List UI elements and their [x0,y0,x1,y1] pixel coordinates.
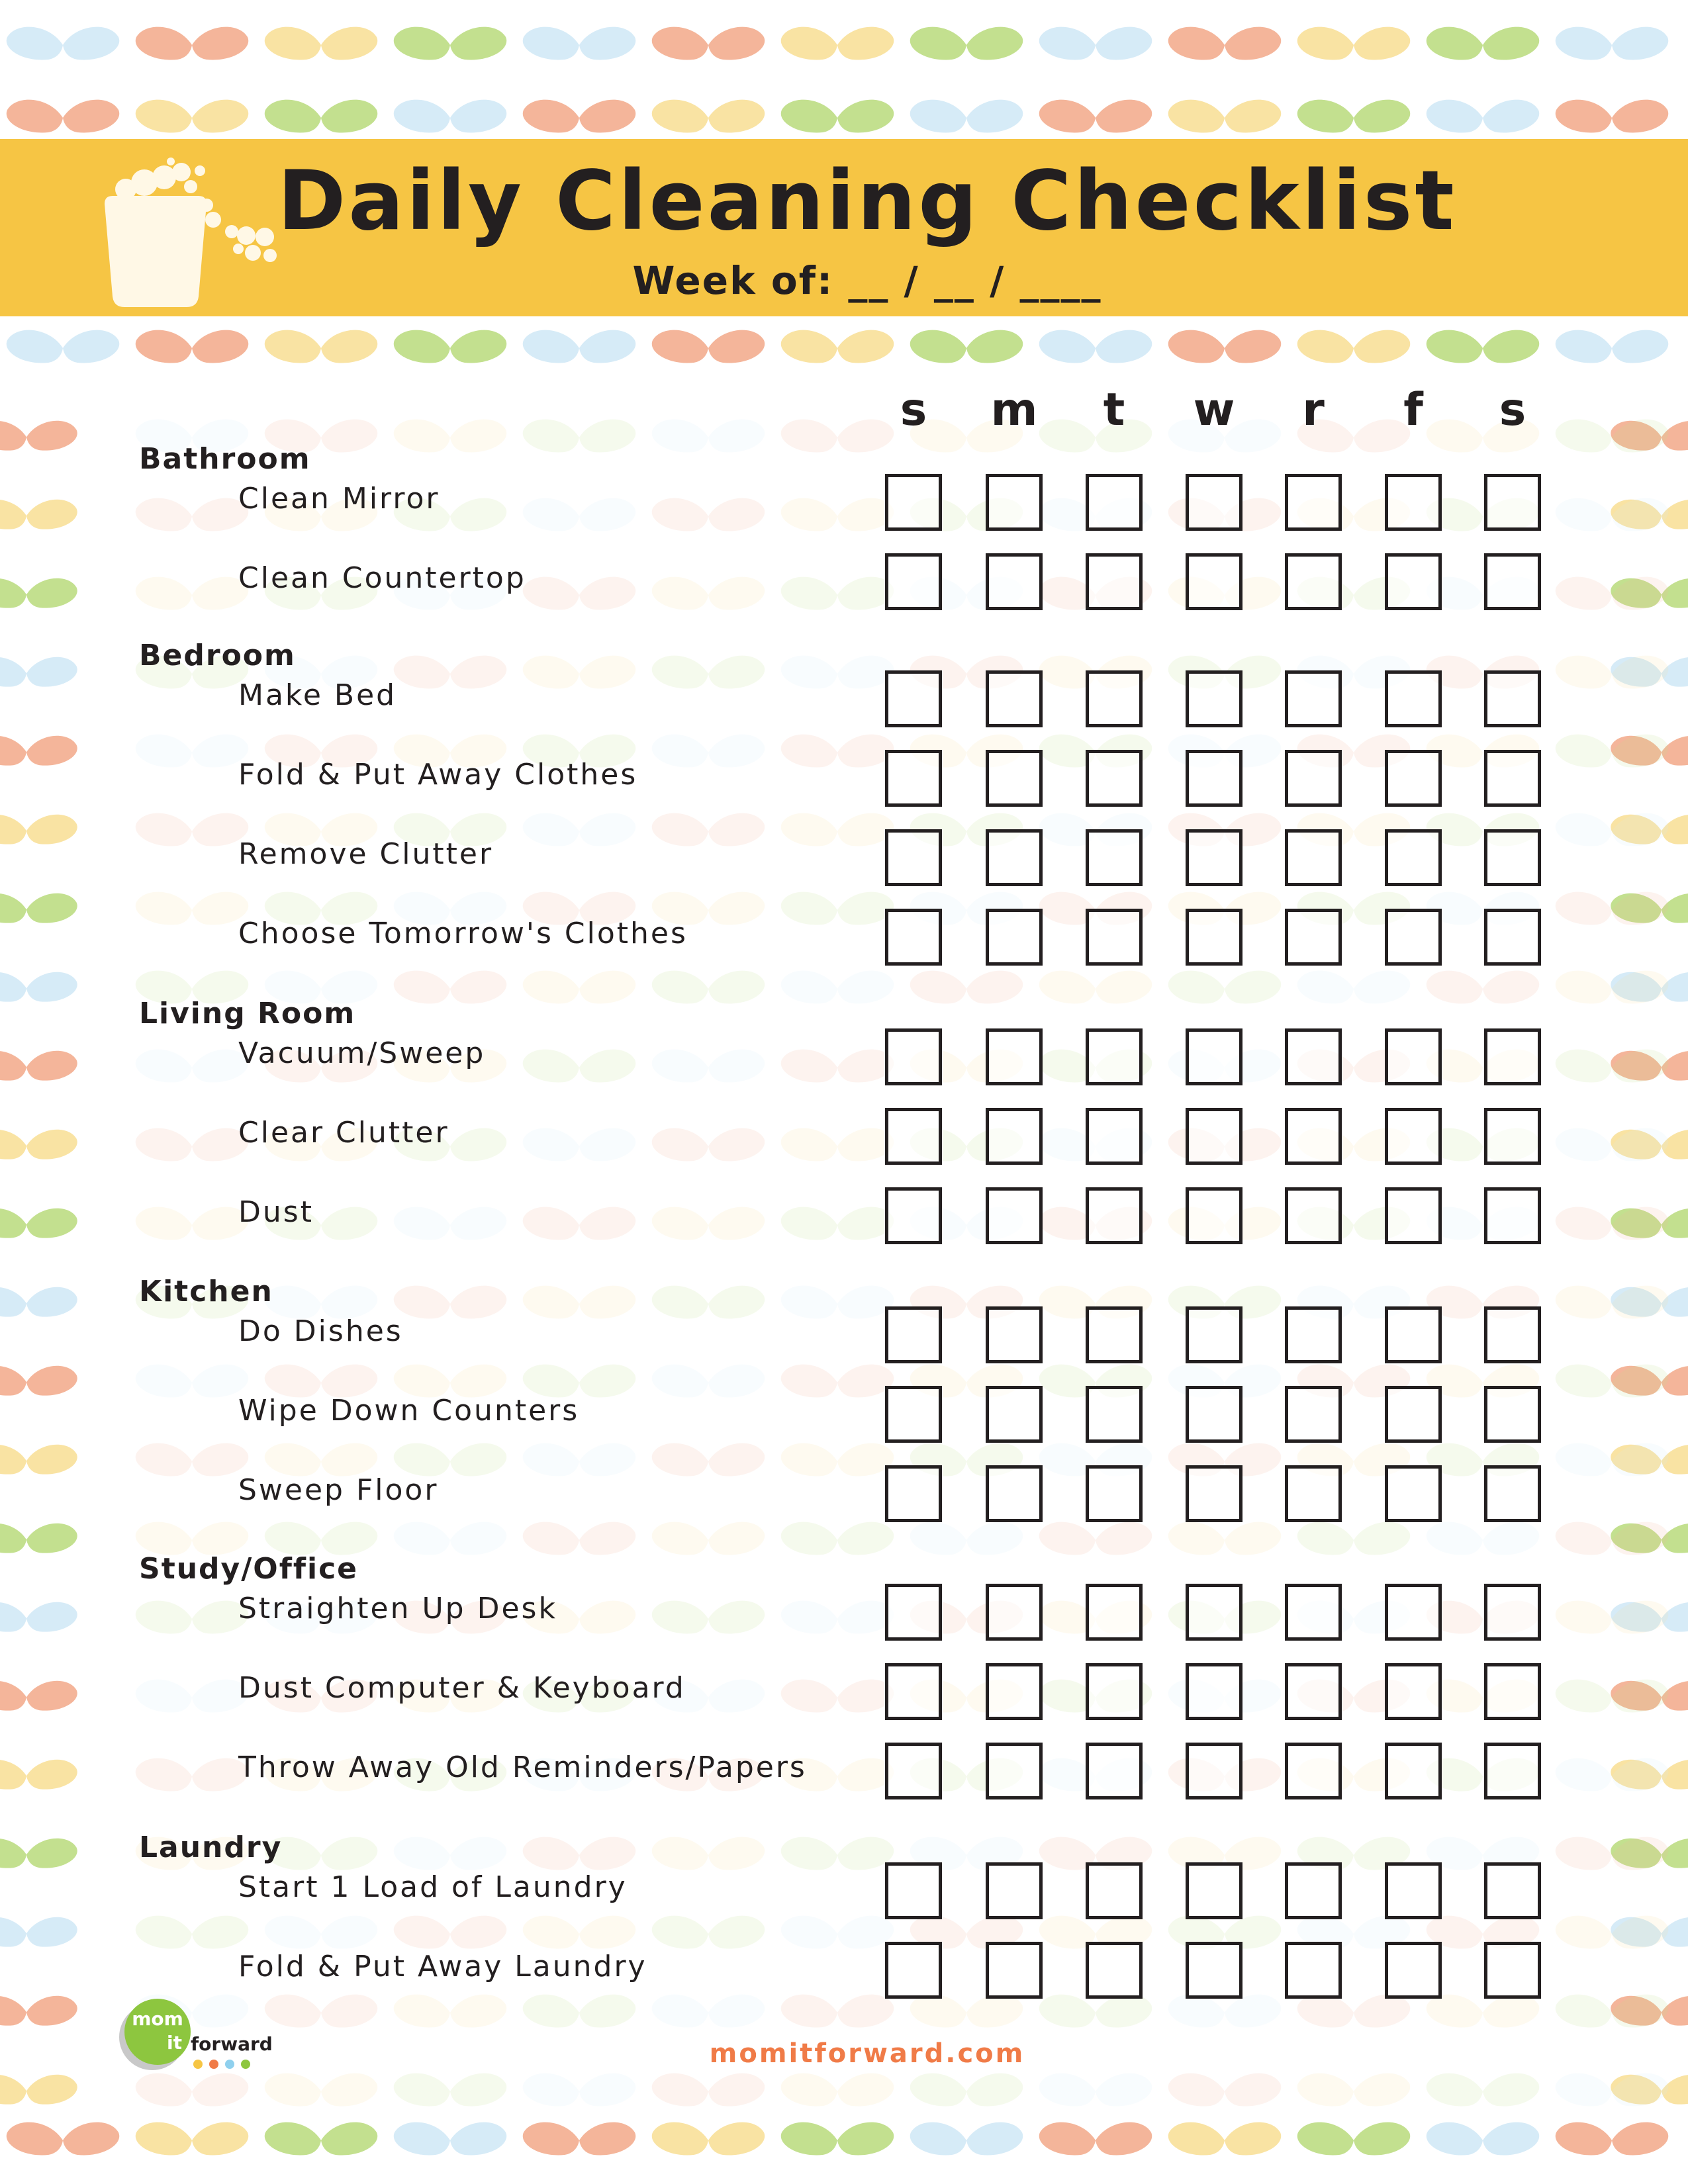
checkbox[interactable] [1186,750,1243,807]
checkbox[interactable] [1086,1187,1143,1244]
checkbox[interactable] [1186,1386,1243,1443]
checkbox[interactable] [986,670,1043,727]
task-label: Straighten Up Desk [238,1592,557,1625]
checkbox[interactable] [1186,1743,1243,1799]
checkbox[interactable] [1086,670,1143,727]
checkbox[interactable] [1385,750,1442,807]
checkbox[interactable] [885,1187,942,1244]
task-label: Sweep Floor [238,1473,439,1507]
checkbox[interactable] [1484,1028,1541,1085]
checkbox[interactable] [1285,1743,1342,1799]
checkbox[interactable] [885,670,942,727]
checkbox[interactable] [1186,1862,1243,1919]
task-label: Clean Countertop [238,561,526,595]
checkbox[interactable] [1285,1862,1342,1919]
day-header: f [1403,384,1423,436]
section-heading: Living Room [139,997,356,1030]
section-heading: Study/Office [139,1552,358,1586]
checkbox[interactable] [1086,1465,1143,1522]
checkbox[interactable] [1086,1862,1143,1919]
checkbox[interactable] [1285,474,1342,531]
checkbox[interactable] [885,1386,942,1443]
task-label: Clean Mirror [238,482,440,516]
checkbox[interactable] [885,829,942,886]
checkbox[interactable] [1385,909,1442,966]
checkbox[interactable] [1385,474,1442,531]
checkbox[interactable] [1086,909,1143,966]
section-heading: Bathroom [139,442,311,476]
checkbox[interactable] [885,1862,942,1919]
checkbox[interactable] [1484,1306,1541,1363]
checkbox[interactable] [1385,670,1442,727]
checkbox[interactable] [986,1584,1043,1641]
checkbox[interactable] [1186,1465,1243,1522]
checkbox[interactable] [1285,829,1342,886]
checkbox[interactable] [986,1386,1043,1443]
checkbox[interactable] [1385,829,1442,886]
checkbox[interactable] [1385,1386,1442,1443]
checkbox[interactable] [1484,1108,1541,1165]
checkbox[interactable] [1086,1942,1143,1999]
checkbox[interactable] [1285,1108,1342,1165]
checkbox[interactable] [986,1028,1043,1085]
page-title: Daily Cleaning Checklist [277,154,1457,249]
checkbox[interactable] [885,1584,942,1641]
checkbox[interactable] [986,474,1043,531]
checkbox[interactable] [1285,1187,1342,1244]
checkbox[interactable] [1186,474,1243,531]
checkbox[interactable] [1385,1862,1442,1919]
task-label: Do Dishes [238,1314,403,1348]
checkbox[interactable] [1285,670,1342,727]
footer-link[interactable]: momitforward.com [709,2038,1025,2069]
checkbox[interactable] [885,474,942,531]
checkbox[interactable] [1484,670,1541,727]
day-header: s [1499,384,1526,436]
checkbox[interactable] [1186,670,1243,727]
checkbox[interactable] [1385,1108,1442,1165]
checkbox[interactable] [1385,1306,1442,1363]
checkbox[interactable] [885,1743,942,1799]
task-label: Fold & Put Away Clothes [238,758,638,792]
checkbox[interactable] [1385,1663,1442,1720]
checkbox[interactable] [986,1862,1043,1919]
day-header: s [900,384,927,436]
checkbox[interactable] [1186,1187,1243,1244]
checkbox[interactable] [1186,1942,1243,1999]
logo-text-it: it [167,2032,182,2054]
checkbox[interactable] [1484,1743,1541,1799]
checkbox[interactable] [1086,1743,1143,1799]
checkbox[interactable] [885,1942,942,1999]
checkbox[interactable] [1385,553,1442,610]
checkbox[interactable] [986,1187,1043,1244]
checkbox[interactable] [1385,1743,1442,1799]
task-label: Fold & Put Away Laundry [238,1950,647,1983]
checkbox[interactable] [1484,1386,1541,1443]
checkbox[interactable] [1385,1465,1442,1522]
checkbox[interactable] [1484,1942,1541,1999]
checkbox[interactable] [1086,750,1143,807]
checkbox[interactable] [1086,1028,1143,1085]
checkbox[interactable] [1285,1663,1342,1720]
checkbox[interactable] [986,553,1043,610]
checkbox[interactable] [1484,750,1541,807]
logo-text-forward: forward [191,2033,273,2055]
checkbox[interactable] [1484,553,1541,610]
checkbox[interactable] [1385,1028,1442,1085]
checkbox[interactable] [885,1306,942,1363]
checkbox[interactable] [1285,1584,1342,1641]
day-header: m [990,384,1038,436]
checkbox[interactable] [1385,1584,1442,1641]
logo-text-mom: mom [132,2008,183,2030]
checkbox[interactable] [1086,474,1143,531]
checkbox[interactable] [1484,1663,1541,1720]
checkbox[interactable] [1285,750,1342,807]
checkbox[interactable] [1385,1942,1442,1999]
checkbox[interactable] [885,1028,942,1085]
checkbox[interactable] [1285,909,1342,966]
task-label: Throw Away Old Reminders/Papers [238,1751,807,1784]
checkbox[interactable] [1285,1465,1342,1522]
checkbox[interactable] [986,1465,1043,1522]
checkbox[interactable] [1186,553,1243,610]
checkbox[interactable] [885,1465,942,1522]
checkbox[interactable] [1186,1028,1243,1085]
checkbox[interactable] [1484,1465,1541,1522]
checkbox[interactable] [1385,1187,1442,1244]
checkbox[interactable] [1086,829,1143,886]
task-label: Wipe Down Counters [238,1394,580,1428]
checkbox[interactable] [885,553,942,610]
checkbox[interactable] [1086,553,1143,610]
checkbox[interactable] [885,750,942,807]
checkbox[interactable] [986,829,1043,886]
section-heading: Kitchen [139,1275,273,1308]
checkbox[interactable] [1086,1108,1143,1165]
checkbox[interactable] [986,1942,1043,1999]
checkbox[interactable] [1186,1584,1243,1641]
checkbox[interactable] [986,750,1043,807]
task-label: Choose Tomorrow's Clothes [238,917,688,950]
task-label: Dust [238,1195,314,1229]
task-label: Start 1 Load of Laundry [238,1870,628,1904]
checkbox[interactable] [1484,1862,1541,1919]
week-of-field: Week of: __ / __ / ____ [632,258,1102,303]
checkbox[interactable] [1484,1187,1541,1244]
checkbox[interactable] [986,1306,1043,1363]
checkbox[interactable] [1086,1306,1143,1363]
day-header: r [1302,384,1325,436]
checkbox[interactable] [1285,1306,1342,1363]
task-label: Clear Clutter [238,1116,449,1150]
checkbox[interactable] [1086,1386,1143,1443]
checkbox[interactable] [1186,909,1243,966]
checkbox[interactable] [986,1663,1043,1720]
checkbox[interactable] [986,1743,1043,1799]
checkbox[interactable] [1484,829,1541,886]
checkbox[interactable] [885,1663,942,1720]
day-header: w [1193,384,1235,436]
checkbox[interactable] [1484,474,1541,531]
checkbox[interactable] [1285,1942,1342,1999]
checkbox[interactable] [1186,1663,1243,1720]
section-heading: Laundry [139,1831,283,1864]
checkbox[interactable] [1186,1108,1243,1165]
task-label: Dust Computer & Keyboard [238,1671,686,1705]
checkbox[interactable] [1484,909,1541,966]
checkbox[interactable] [986,909,1043,966]
checkbox[interactable] [1186,1306,1243,1363]
task-label: Make Bed [238,678,397,712]
checkbox[interactable] [885,1108,942,1165]
checkbox[interactable] [1484,1584,1541,1641]
checkbox[interactable] [1285,553,1342,610]
day-header: t [1103,384,1125,436]
task-label: Vacuum/Sweep [238,1036,486,1070]
task-label: Remove Clutter [238,837,494,871]
checkbox[interactable] [1285,1386,1342,1443]
checkbox[interactable] [1186,829,1243,886]
checkbox[interactable] [1086,1663,1143,1720]
section-heading: Bedroom [139,639,296,672]
checkbox[interactable] [986,1108,1043,1165]
checkbox[interactable] [1086,1584,1143,1641]
checkbox[interactable] [1285,1028,1342,1085]
checkbox[interactable] [885,909,942,966]
